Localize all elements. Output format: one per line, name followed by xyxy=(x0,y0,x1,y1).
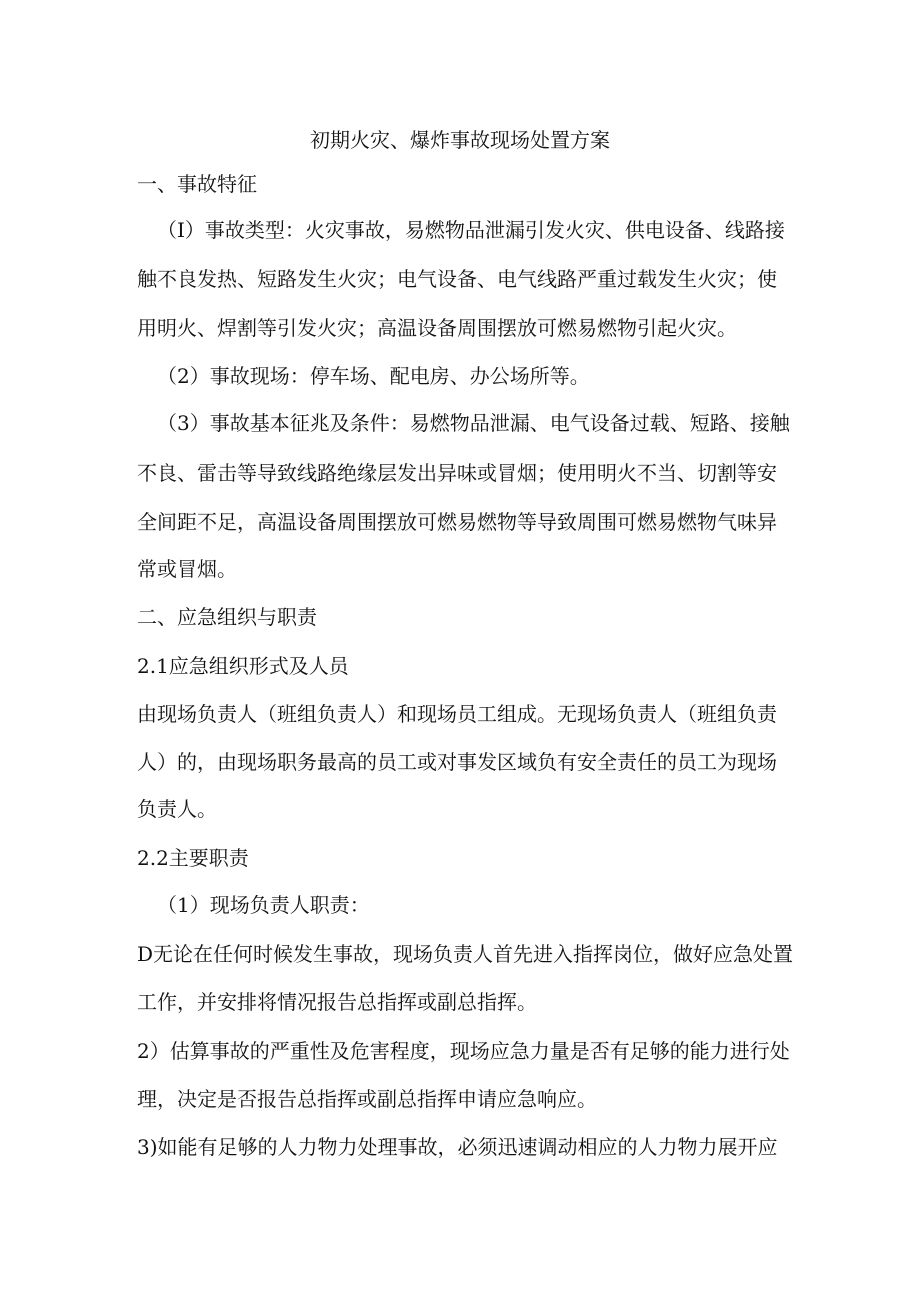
paragraph-line: 人）的，由现场职务最高的员工或对事发区域负有安全责任的员工为现场 xyxy=(137,750,777,774)
subsection-heading: 2.1应急组织形式及人员 xyxy=(137,654,349,678)
paragraph-line: 用明火、焊割等引发火灾；高温设备周围摆放可燃易燃物引起火灾。 xyxy=(137,316,737,340)
paragraph-line: （3）事故基本征兆及条件：易燃物品泄漏、电气设备过载、短路、接触 xyxy=(157,411,790,435)
section-heading: 一、事故特征 xyxy=(137,172,257,196)
paragraph-line: 不良、雷击等导致线路绝缘层发出异味或冒烟；使用明火不当、切割等安 xyxy=(137,461,777,485)
paragraph-line: 工作，并安排将情况报告总指挥或副总指挥。 xyxy=(137,990,537,1014)
paragraph-line: （2）事故现场：停车场、配电房、办公场所等。 xyxy=(157,364,590,388)
paragraph-line: 由现场负责人（班组负责人）和现场员工组成。无现场负责人（班组负责 xyxy=(137,702,777,726)
paragraph-line: 常或冒烟。 xyxy=(137,557,237,581)
paragraph-line: D无论在任何时候发生事故，现场负责人首先进入指挥岗位，做好应急处置 xyxy=(137,942,794,966)
page-title: 初期火灾、爆炸事故现场处置方案 xyxy=(310,128,610,152)
paragraph-line: 触不良发热、短路发生火灾；电气设备、电气线路严重过载发生火灾；使 xyxy=(137,267,777,291)
section-heading: 二、应急组织与职责 xyxy=(137,605,317,629)
subsection-heading: 2.2主要职责 xyxy=(137,846,249,870)
paragraph-line: 理，决定是否报告总指挥或副总指挥申请应急响应。 xyxy=(137,1087,597,1111)
paragraph-line: 2）估算事故的严重性及危害程度，现场应急力量是否有足够的能力进行处 xyxy=(137,1039,790,1063)
paragraph-line: （I）事故类型：火灾事故，易燃物品泄漏引发火灾、供电设备、线路接 xyxy=(157,218,785,242)
paragraph-line: 负责人。 xyxy=(137,797,217,821)
paragraph-line: （1）现场负责人职责： xyxy=(157,893,370,917)
paragraph-line: 全间距不足，高温设备周围摆放可燃易燃物等导致周围可燃易燃物气味异 xyxy=(137,510,777,534)
paragraph-line: 3)如能有足够的人力物力处理事故，必须迅速调动相应的人力物力展开应 xyxy=(137,1135,778,1159)
